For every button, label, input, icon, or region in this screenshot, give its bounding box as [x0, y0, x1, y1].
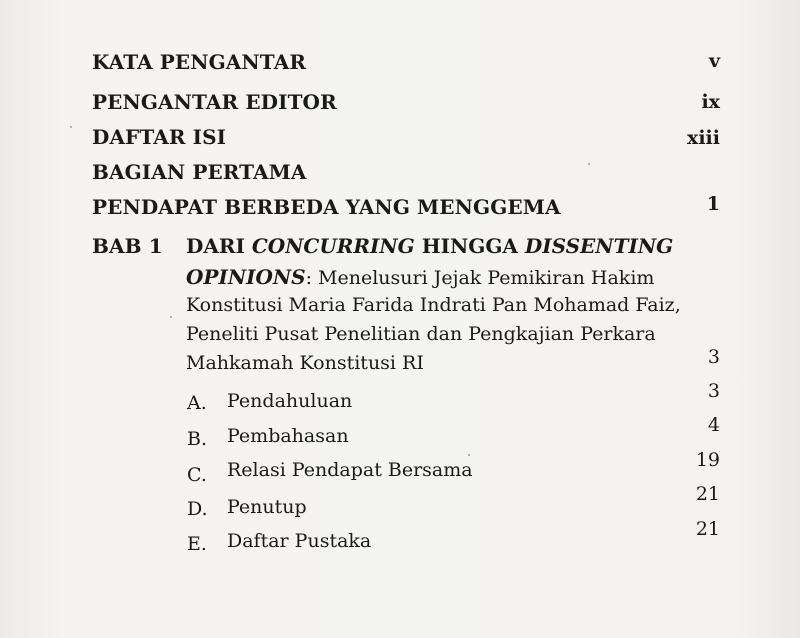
chapter-title-text: : Menelusuri Jejak Pemikiran Hakim — [305, 267, 655, 289]
section-page: 21 — [695, 483, 720, 505]
chapter-title-text: DARI — [186, 234, 252, 258]
paper-speck — [468, 454, 470, 456]
chapter-title-line-2 — [186, 265, 654, 289]
paper-speck — [70, 126, 72, 128]
section-page: 19 — [695, 449, 720, 471]
chapter-title-text: HINGGA — [414, 234, 525, 258]
toc-entry-bagian-pertama: BAGIAN PERTAMA — [92, 160, 307, 184]
section-letter: A. — [187, 392, 207, 414]
section-page: 21 — [695, 518, 720, 540]
section-label: Pembahasan — [227, 425, 349, 447]
chapter-title-line-3: Konstitusi Maria Farida Indrati Pan Mohamad Faiz, — [186, 294, 681, 316]
toc-entry-pengantar-editor: PENGANTAR EDITOR — [92, 90, 337, 114]
section-label: Penutup — [227, 496, 307, 518]
section-label: Daftar Pustaka — [227, 530, 372, 552]
toc-entry-pendapat-berbeda: PENDAPAT BERBEDA YANG MENGGEMA — [92, 195, 561, 219]
section-label: Pendahuluan — [227, 390, 353, 412]
toc-page-pendapat-berbeda: 1 — [706, 193, 720, 215]
chapter-title-italic: OPINIONS — [186, 265, 306, 289]
chapter-label: BAB 1 — [92, 234, 163, 258]
section-letter: B. — [187, 428, 208, 450]
paper-speck — [588, 163, 590, 165]
section-page: 3 — [707, 380, 720, 402]
chapter-title-italic: DISSENTING — [524, 234, 674, 258]
chapter-title-line-1 — [186, 234, 673, 258]
toc-entry-kata-pengantar: KATA PENGANTAR — [92, 50, 307, 74]
section-label: Relasi Pendapat Bersama — [227, 459, 473, 481]
section-letter: C. — [187, 464, 207, 486]
section-page: 4 — [707, 414, 720, 436]
chapter-title-line-4: Peneliti Pusat Penelitian dan Pengkajian Perkara — [186, 323, 656, 345]
toc-entry-daftar-isi: DAFTAR ISI — [92, 125, 227, 149]
toc-page-pengantar-editor: ix — [701, 91, 720, 113]
chapter-title-line-5: Mahkamah Konstitusi RI — [186, 352, 424, 374]
toc-page-daftar-isi: xiii — [687, 127, 720, 149]
toc-page-kata-pengantar: v — [708, 50, 720, 72]
section-letter: D. — [187, 498, 208, 520]
toc-page-chapter-1: 3 — [707, 346, 720, 368]
section-letter: E. — [187, 533, 207, 555]
chapter-title-italic: CONCURRING — [251, 234, 415, 258]
paper-speck — [170, 316, 172, 318]
